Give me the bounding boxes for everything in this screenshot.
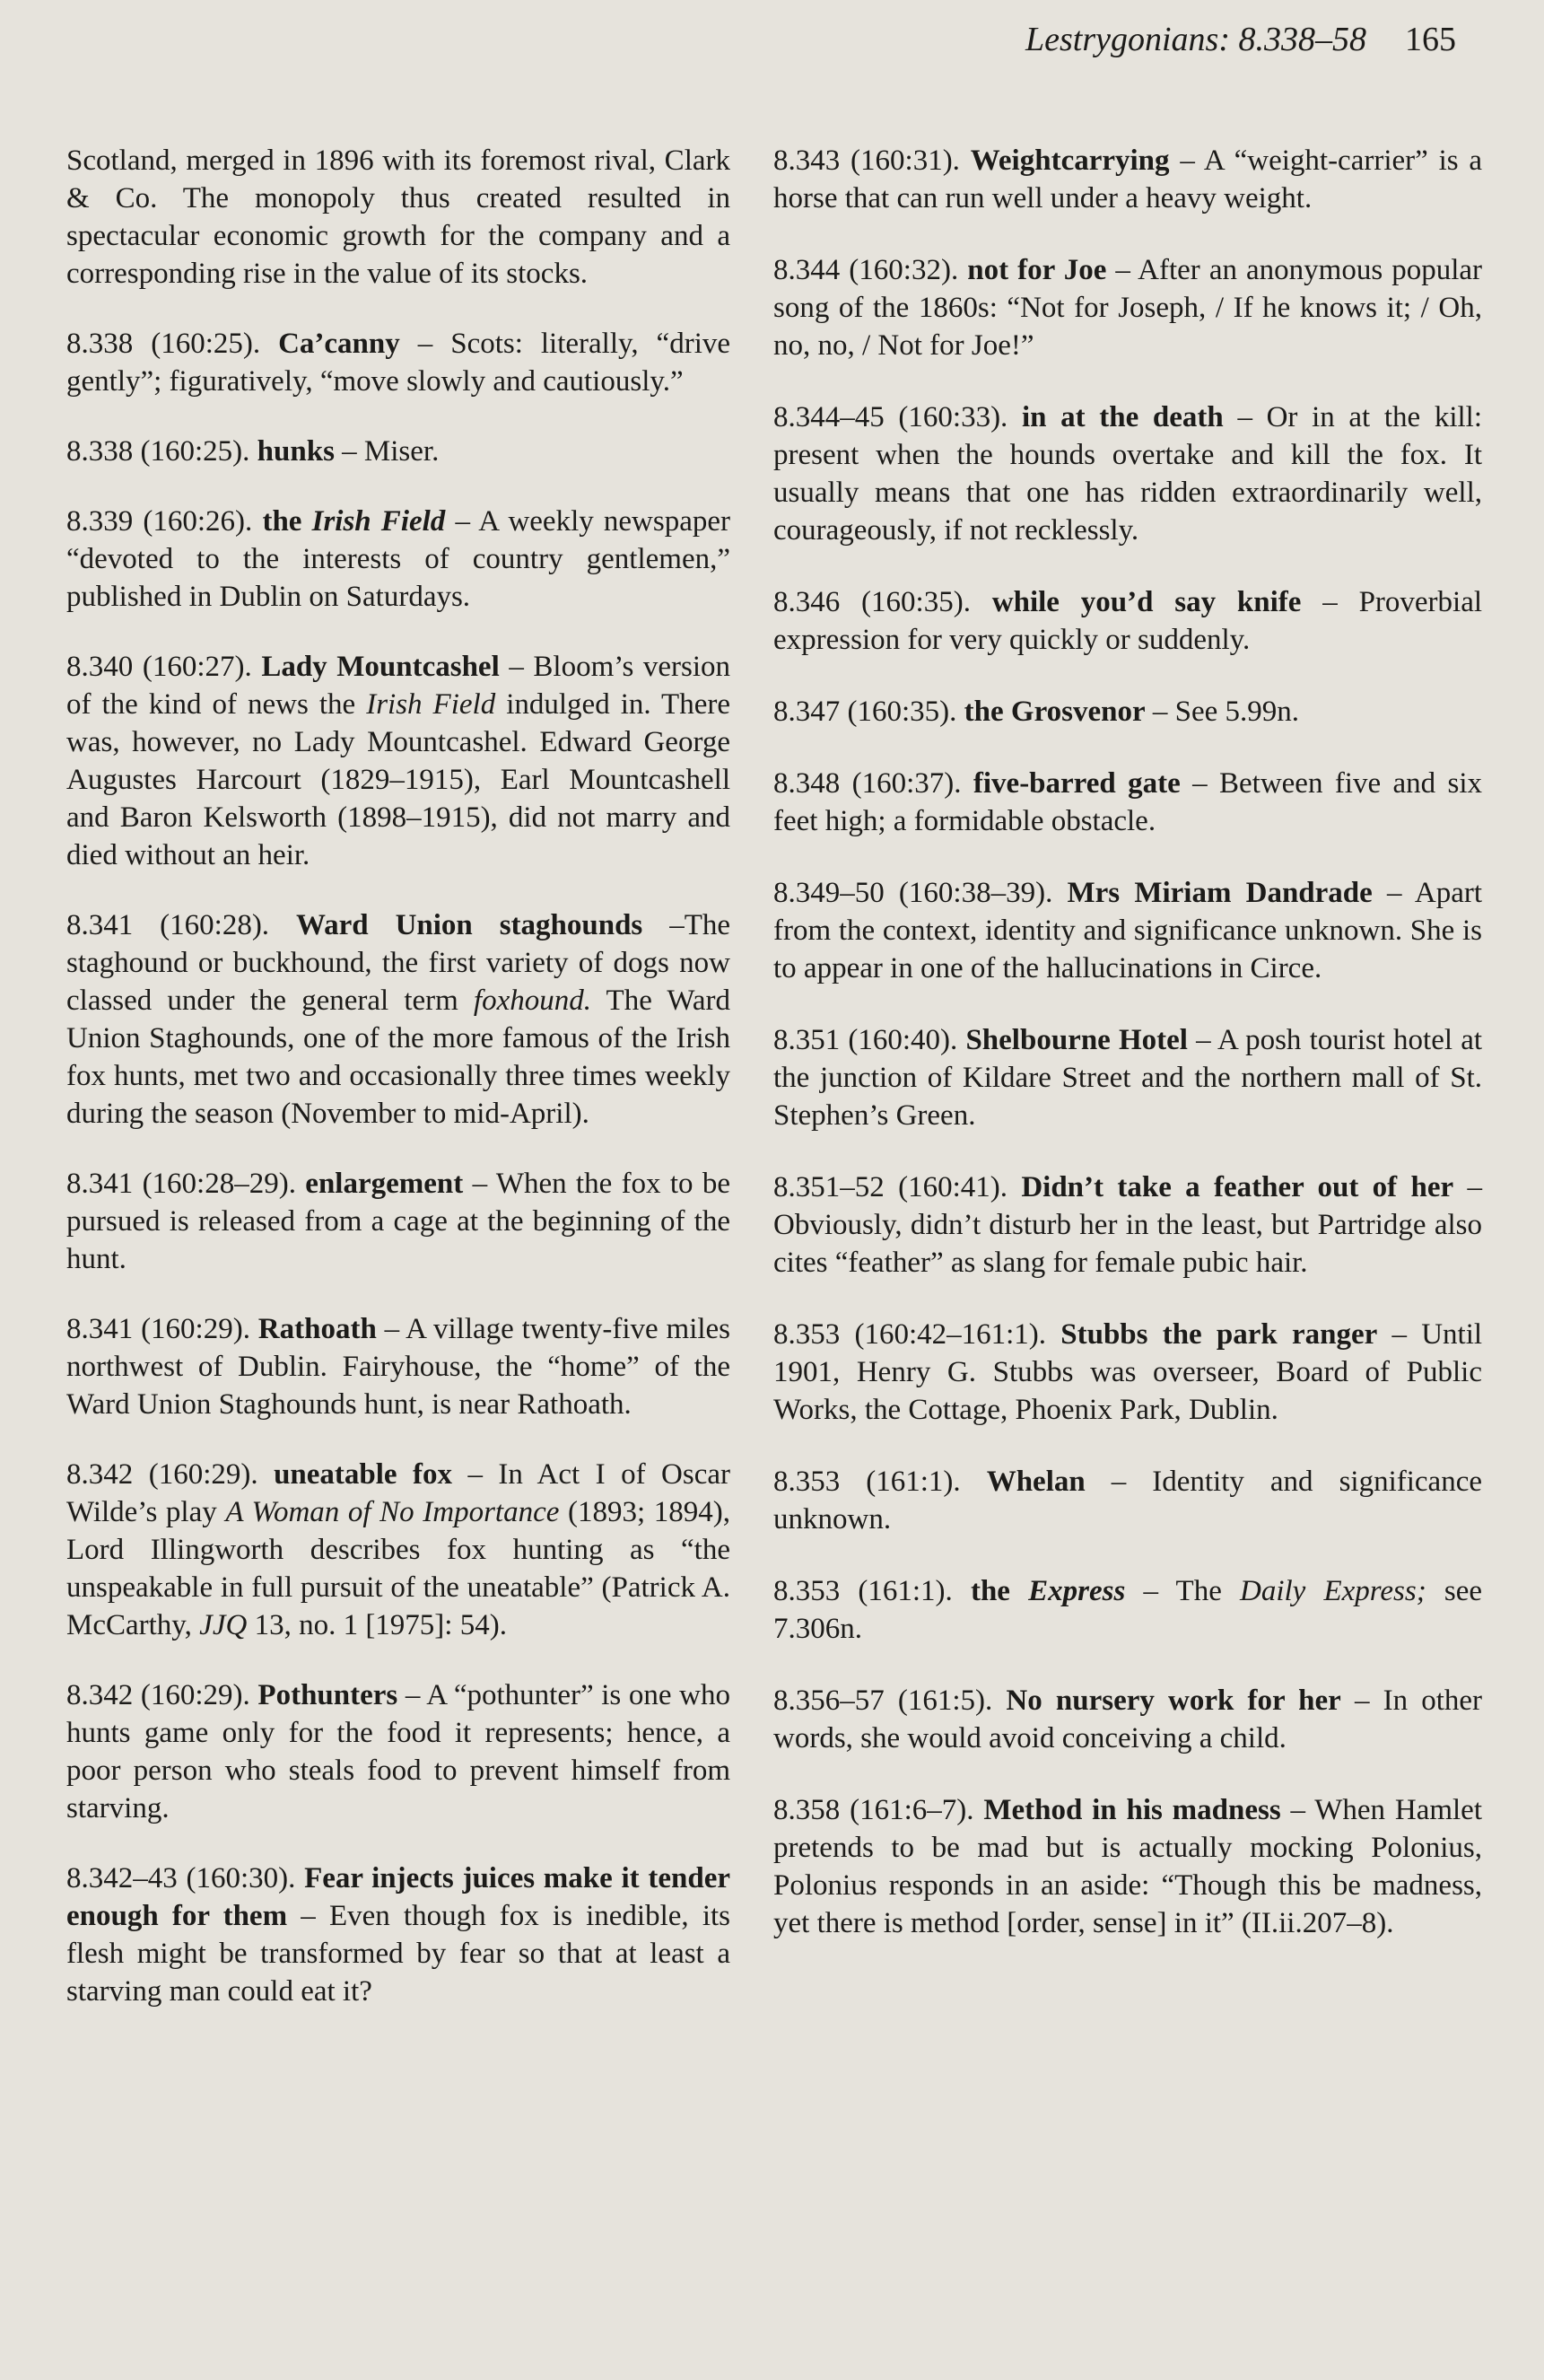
- entry-reference: 8.341 (160:28).: [66, 909, 270, 941]
- entry-gloss: A weekly newspaper “devoted to the interests of country gentlemen,” published in Dublin on Saturdays.: [66, 505, 731, 613]
- entry-gloss: Miser.: [363, 435, 440, 468]
- entry-gloss: Proverbial expression for very quickly or suddenly.: [773, 586, 1483, 656]
- gloss-italic: Irish Field: [366, 688, 496, 721]
- lemma-italic: Irish Field: [311, 505, 446, 538]
- entry-lemma: Pothunters: [257, 1679, 398, 1711]
- entry-gloss: A posh tourist hotel at the junction of Kildare Street and the northern mall of St. Stephen’s Green.: [773, 1024, 1483, 1132]
- entry-reference: 8.349–50 (160:38–39).: [773, 877, 1053, 909]
- entry-gloss: In Act I of Oscar Wilde’s play: [66, 1458, 730, 1528]
- note-entry: 8.339 (160:26). the Irish Field – A weekly newspaper “devoted to the interests of country gentlemen,” published in Dublin on Saturdays.: [66, 505, 731, 613]
- entry-gloss: See 5.99n.: [1174, 696, 1300, 728]
- note-entry: 8.351 (160:40). Shelbourne Hotel – A posh tourist hotel at the junction of Kildare Street and the northern mall of St. Stephen’s Green.: [773, 1024, 1483, 1132]
- entry-lemma: No nursery work for her: [1006, 1684, 1341, 1717]
- entry-gloss: When Hamlet pretends to be mad but is actually mocking Polonius, Polonius responds in an aside: “Though this be madness, yet there is method [order, sense] in it” (II.ii.207–8).: [773, 1794, 1482, 1939]
- entry-gloss-cont: indulged in. There was, however, no Lady Mountcashel. Edward George Augustes Harcourt (1829–1915), Earl Mountcashell and Baron Kelsworth (1898–1915), did not marry and died without an heir.: [66, 688, 730, 871]
- left-column: [66, 142, 730, 2043]
- entry-reference: 8.358 (161:6–7).: [773, 1794, 974, 1826]
- entry-lemma: five-barred gate: [973, 767, 1181, 800]
- entry-reference: 8.351 (160:40).: [773, 1024, 958, 1056]
- entry-gloss: A “pothunter” is one who hunts game only for the food it represents; hence, a poor person who steals food to prevent himself from starving.: [66, 1679, 731, 1824]
- lemma-prefix: the: [970, 1575, 1010, 1607]
- note-entry: 8.341 (160:28). Ward Union staghounds –The staghound or buckhound, the first variety of dogs now classed under the general term foxhound. The Ward Union Staghounds, one of the more famous of the Irish fox hunts, met two and occasionally three times weekly during the season (November to mid-April).: [66, 909, 731, 1130]
- entry-reference: 8.342 (160:29).: [66, 1679, 250, 1711]
- entry-gloss-end: 13, no. 1 [1975]: 54).: [254, 1609, 507, 1641]
- entry-gloss: In other words, she would avoid conceiving a child.: [773, 1684, 1483, 1754]
- entry-lemma: Fear injects juices make it tender enough for them: [66, 1862, 730, 1932]
- entry-lemma: Rathoath: [257, 1313, 377, 1345]
- entry-lemma: Ward Union staghounds: [295, 909, 643, 941]
- note-entry: 8.340 (160:27). Lady Mountcashel – Bloom’s version of the kind of news the Irish Field indulged in. There was, however, no Lady Mountcashel. Edward George Augustes Harcourt (1829–1915), Earl Mountcashell and Baron Kelsworth (1898–1915), did not marry and died without an heir.: [66, 651, 731, 871]
- entry-reference: 8.344–45 (160:33).: [773, 401, 1008, 433]
- entry-gloss: Obviously, didn’t disturb her in the least, but Partridge also cites “feather” as slang for female pubic hair.: [773, 1209, 1482, 1279]
- entry-gloss: Bloom’s version of the kind of news the: [66, 651, 731, 721]
- note-entry: 8.347 (160:35). the Grosvenor – See 5.99n.: [773, 696, 1300, 728]
- entry-gloss: After an anonymous popular song of the 1860s: “Not for Joseph, / If he knows it; / Oh, no, no, / Not for Joe!”: [773, 254, 1483, 362]
- entry-reference: 8.347 (160:35).: [773, 696, 957, 728]
- running-header: Lestrygonians: 8.338–58: [1025, 21, 1366, 58]
- lemma-italic: Express: [1028, 1575, 1126, 1607]
- entry-lemma: [971, 1575, 1125, 1607]
- entry-reference: 8.342 (160:29).: [66, 1458, 258, 1491]
- entry-lemma: Shelbourne Hotel: [965, 1024, 1188, 1056]
- note-entry: 8.348 (160:37). five-barred gate – Between five and six feet high; a formidable obstacle.: [773, 767, 1483, 837]
- entry-reference: 8.353 (161:1).: [773, 1466, 961, 1498]
- entry-reference: 8.338 (160:25).: [66, 328, 261, 360]
- entry-gloss: Apart from the context, identity and significance unknown. She is to appear in one of the hallucinations in Circe.: [773, 877, 1482, 984]
- entry-gloss: A village twenty-five miles northwest of Dublin. Fairyhouse, the “home” of the Ward Union Staghounds hunt, is near Rathoath.: [66, 1313, 731, 1421]
- entry-lemma: Mrs Miriam Dandrade: [1067, 877, 1373, 909]
- entry-gloss-cont: (1893; 1894), Lord Illingworth describes fox hunting as “the unspeakable in full pursuit of the uneatable” (Patrick A. McCarthy,: [66, 1496, 731, 1641]
- entry-lemma: Didn’t take a feather out of her: [1021, 1171, 1454, 1203]
- note-entry: 8.351–52 (160:41). Didn’t take a feather out of her – Obviously, didn’t disturb her in the least, but Partridge also cites “feather” as slang for female pubic hair.: [773, 1171, 1483, 1279]
- entry-reference: 8.338 (160:25).: [66, 435, 250, 468]
- entry-lemma: in at the death: [1021, 401, 1224, 433]
- gloss-italic: Daily Express;: [1240, 1575, 1426, 1607]
- entry-reference: 8.346 (160:35).: [773, 586, 971, 618]
- entry-reference: 8.343 (160:31).: [773, 144, 960, 177]
- entry-gloss: The staghound or buckhound, the first variety of dogs now classed under the general term: [66, 909, 731, 1017]
- note-entry: 8.342 (160:29). uneatable fox – In Act I of Oscar Wilde’s play A Woman of No Importance (1893; 1894), Lord Illingworth describes fox hunting as “the unspeakable in full pursuit of the uneatable” (Patrick A. McCarthy, JJQ 13, no. 1 [1975]: 54).: [66, 1458, 731, 1641]
- note-entry: 8.343 (160:31). Weightcarrying – A “weight-carrier” is a horse that can run well under a heavy weight.: [773, 144, 1483, 214]
- note-entry: 8.353 (161:1). the Express – The Daily Express; see 7.306n.: [773, 1575, 1483, 1645]
- note-entry: 8.353 (161:1). Whelan – Identity and significance unknown.: [773, 1466, 1482, 1536]
- note-entry: 8.346 (160:35). while you’d say knife – Proverbial expression for very quickly or suddenly.: [773, 586, 1483, 656]
- note-entry: 8.338 (160:25). Ca’canny – Scots: literally, “drive gently”; figuratively, “move slowly and cautiously.”: [66, 328, 731, 398]
- entry-lemma: Lady Mountcashel: [261, 651, 500, 683]
- entry-reference: 8.348 (160:37).: [773, 767, 962, 800]
- entry-lemma: not for Joe: [967, 254, 1107, 286]
- entry-reference: 8.341 (160:29).: [66, 1313, 250, 1345]
- entry-reference: 8.340 (160:27).: [66, 651, 252, 683]
- note-entry: 8.353 (160:42–161:1). Stubbs the park ranger – Until 1901, Henry G. Stubbs was overseer, Board of Public Works, the Cottage, Phoenix Park, Dublin.: [773, 1318, 1483, 1426]
- entry-gloss: Between five and six feet high; a formidable obstacle.: [773, 767, 1483, 837]
- entry-lemma: Weightcarrying: [970, 144, 1170, 177]
- entry-reference: 8.356–57 (161:5).: [773, 1684, 993, 1717]
- entry-reference: 8.339 (160:26).: [66, 505, 253, 538]
- note-entry: 8.344–45 (160:33). in at the death – Or in at the kill: present when the hounds overtake and kill the fox. It usually means that one has ridden extraordinarily well, courageously, if not recklessly.: [773, 401, 1483, 547]
- note-entry: 8.344 (160:32). not for Joe – After an anonymous popular song of the 1860s: “Not for Joseph, / If he knows it; / Oh, no, no, / Not for Joe!”: [773, 254, 1483, 362]
- entry-lemma: enlargement: [305, 1168, 464, 1200]
- entry-gloss: Or in at the kill: present when the hounds overtake and kill the fox. It usually means that one has ridden extraordinarily well, courageously, if not recklessly.: [773, 401, 1483, 547]
- note-entry: 8.338 (160:25). hunks – Miser.: [66, 435, 440, 468]
- entry-lemma: Ca’canny: [278, 328, 400, 360]
- entry-lemma: uneatable fox: [274, 1458, 453, 1491]
- entry-gloss: Even though fox is inedible, its flesh might be transformed by fear so that at least a starving man could eat it?: [66, 1900, 731, 2008]
- gloss-italic-journal: JJQ: [199, 1609, 248, 1641]
- page-number: 165: [1405, 21, 1456, 58]
- entry-lemma: Stubbs the park ranger: [1060, 1318, 1378, 1351]
- entry-lemma: Whelan: [986, 1466, 1086, 1498]
- entry-gloss: A “weight-carrier” is a horse that can run well under a heavy weight.: [773, 144, 1483, 214]
- entry-gloss-cont: The Ward Union Staghounds, one of the more famous of the Irish fox hunts, met two and occasionally three times weekly during the season (November to mid-April).: [66, 984, 730, 1130]
- entry-gloss-cont: see 7.306n.: [773, 1575, 1483, 1645]
- entry-reference: 8.353 (160:42–161:1).: [773, 1318, 1047, 1351]
- entry-reference: 8.351–52 (160:41).: [773, 1171, 1008, 1203]
- entry-reference: 8.344 (160:32).: [773, 254, 959, 286]
- entry-reference: 8.342–43 (160:30).: [66, 1862, 296, 1894]
- entry-lemma: [262, 505, 445, 538]
- entry-reference: 8.353 (161:1).: [773, 1575, 953, 1607]
- gloss-italic: A Woman of No Importance: [225, 1496, 560, 1528]
- note-entry: 8.356–57 (161:5). No nursery work for her – In other words, she would avoid conceiving a child.: [773, 1684, 1483, 1754]
- note-entry: 8.341 (160:28–29). enlargement – When the fox to be pursued is released from a cage at the beginning of the hunt.: [66, 1168, 731, 1275]
- note-entry: 8.358 (161:6–7). Method in his madness – When Hamlet pretends to be mad but is actually mocking Polonius, Polonius responds in an aside: “Though this be madness, yet there is method [order, sense] in it” (II.ii.207–8).: [773, 1794, 1482, 1939]
- entry-gloss: Scots: literally, “drive gently”; figuratively, “move slowly and cautiously.”: [66, 328, 731, 398]
- entry-gloss: Identity and significance unknown.: [773, 1466, 1482, 1536]
- note-entry: 8.342 (160:29). Pothunters – A “pothunter” is one who hunts game only for the food it represents; hence, a poor person who steals food to prevent himself from starving.: [66, 1679, 731, 1824]
- entry-gloss: When the fox to be pursued is released from a cage at the beginning of the hunt.: [66, 1168, 731, 1275]
- continued-paragraph: Scotland, merged in 1896 with its foremost rival, Clark & Co. The monopoly thus created resulted in spectacular economic growth for the company and a corresponding rise in the value of its stocks.: [66, 144, 730, 290]
- entry-lemma: hunks: [257, 435, 335, 468]
- gloss-italic: foxhound.: [473, 984, 591, 1017]
- entry-reference: 8.341 (160:28–29).: [66, 1168, 296, 1200]
- entry-lemma: the Grosvenor: [964, 696, 1146, 728]
- note-entry: 8.349–50 (160:38–39). Mrs Miriam Dandrade – Apart from the context, identity and significance unknown. She is to appear in one of the hallucinations in Circe.: [773, 877, 1482, 984]
- entry-lemma: Method in his madness: [983, 1794, 1281, 1826]
- note-entry: 8.341 (160:29). Rathoath – A village twenty-five miles northwest of Dublin. Fairyhouse, the “home” of the Ward Union Staghounds hunt, is near Rathoath.: [66, 1313, 731, 1421]
- right-column: [773, 142, 1482, 1976]
- entry-lemma: while you’d say knife: [991, 586, 1302, 618]
- entry-gloss: The: [1175, 1575, 1222, 1607]
- lemma-prefix: the: [262, 505, 302, 538]
- note-entry: 8.342–43 (160:30). Fear injects juices make it tender enough for them – Even though fox is inedible, its flesh might be transformed by fear so that at least a starving man could eat it?: [66, 1862, 731, 2008]
- entry-gloss: Until 1901, Henry G. Stubbs was overseer, Board of Public Works, the Cottage, Phoenix Park, Dublin.: [773, 1318, 1483, 1426]
